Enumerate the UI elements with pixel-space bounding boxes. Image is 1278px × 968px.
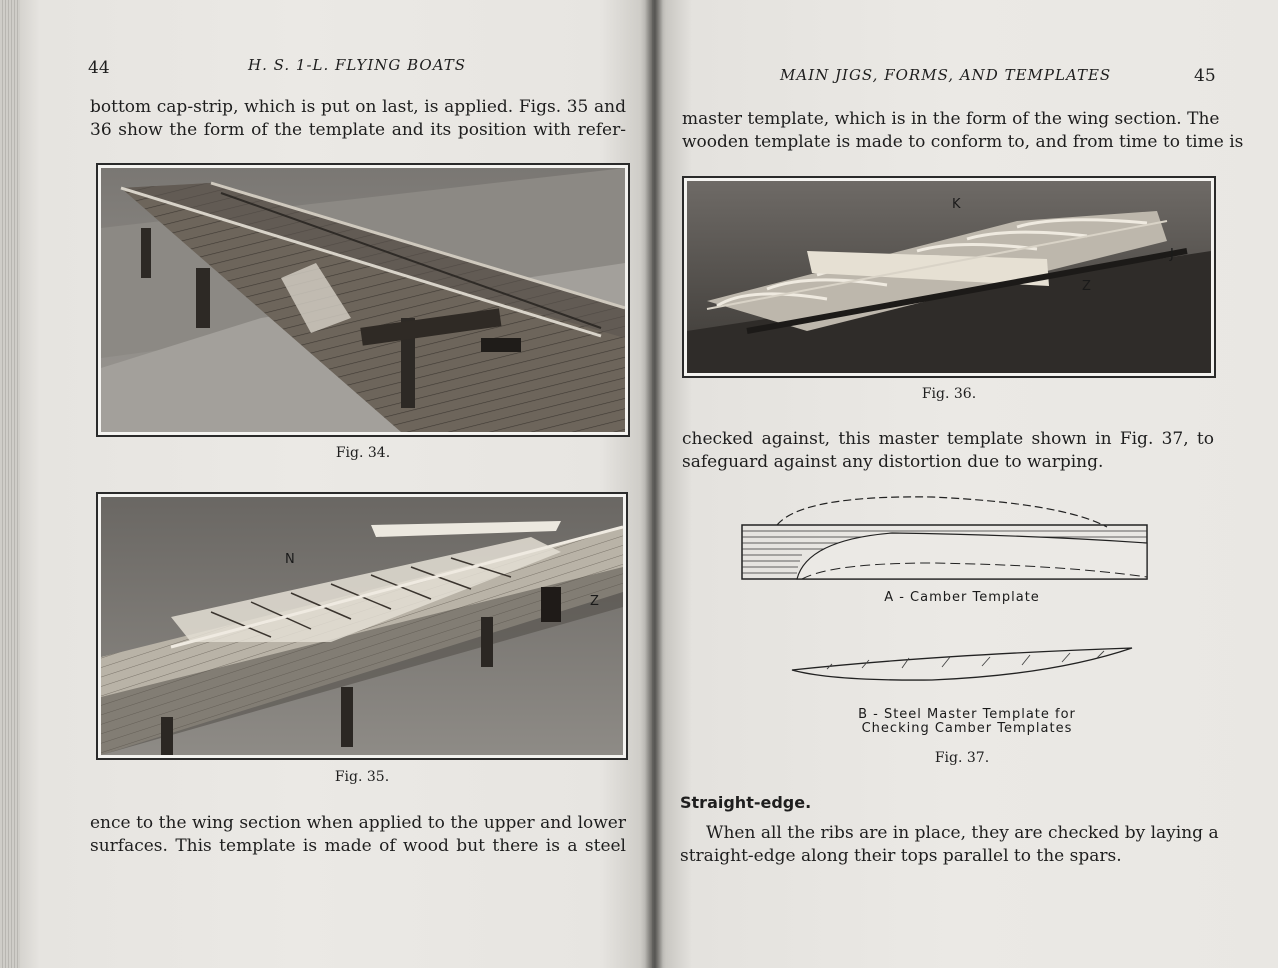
figure-34-illustration [101,168,625,432]
paragraph-middle [682,428,1214,474]
figure-36-label-z: Z [1082,279,1092,294]
paragraph-top [682,108,1244,154]
text-line: ence to the wing section when applied to the upper and lower [90,813,626,833]
figure-36-label-j: J [1170,247,1175,262]
figure-34-caption: Fig. 34. [335,445,391,461]
figure-35-label-n: N [285,552,296,567]
text-line: 36 show the form of the template and its position with refer- [90,120,626,140]
page-number: 45 [1194,66,1216,86]
figure-34-photo [96,163,630,437]
page-number: 44 [88,58,110,78]
figure-37-label-a: A - Camber Template [884,590,1040,605]
figure-36-photo [682,176,1216,378]
figure-35-caption: Fig. 35. [334,769,390,785]
right-page [652,0,1278,968]
text-line: When all the ribs are in place, they are checked by laying a [706,823,1219,843]
paragraph-top [90,96,626,142]
text-line: straight-edge along their tops parallel to the spars. [680,846,1122,866]
figure-35-photo [96,492,628,760]
figure-37-label-b-line1: B - Steel Master Template for [858,707,1076,722]
book-gutter [645,0,663,968]
figure-36-label-k: K [952,197,962,212]
text-line: safeguard against any distortion due to warping. [682,452,1104,472]
figure-35-illustration [101,497,623,755]
figure-36-caption: Fig. 36. [921,386,977,402]
text-line: bottom cap-strip, which is put on last, is applied. Figs. 35 and [90,97,626,117]
figure-35-label-z: Z [590,594,600,609]
running-head: H. S. 1-L. FLYING BOATS [248,56,467,74]
section-heading: Straight-edge. [680,793,812,812]
text-line: master template, which is in the form of the wing section. The [682,109,1220,129]
running-head: MAIN JIGS, FORMS, AND TEMPLATES [780,66,1112,84]
paragraph-bottom [680,822,1219,868]
text-line: checked against, this master template shown in Fig. 37, to [682,429,1214,449]
paragraph-bottom [90,812,626,858]
figure-36-illustration [687,181,1211,373]
page-edges [0,0,20,968]
text-line: surfaces. This template is made of wood but there is a steel [90,836,626,856]
figure-37-diagram [732,485,1152,685]
figure-37-label-b-line2: Checking Camber Templates [861,721,1073,736]
figure-37-caption: Fig. 37. [934,750,990,766]
text-line: wooden template is made to conform to, and from time to time is [682,132,1244,152]
